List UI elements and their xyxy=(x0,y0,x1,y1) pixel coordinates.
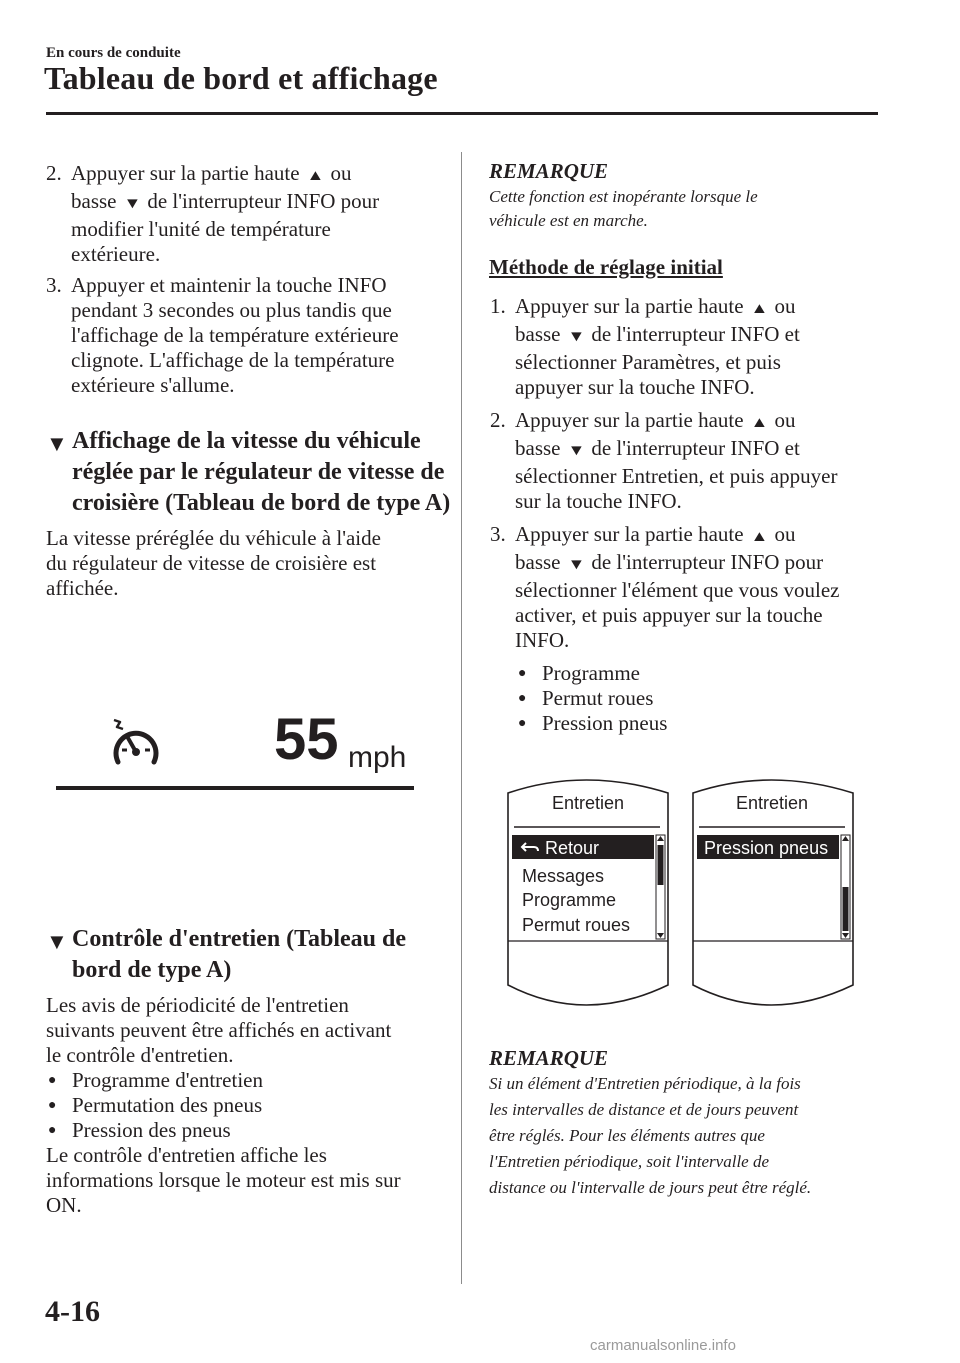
menu-item: Permut roues xyxy=(522,915,631,935)
paragraph-line: Les avis de périodicité de l'entretien xyxy=(46,993,349,1017)
step-text: sur la touche INFO. xyxy=(515,489,682,513)
step-text: de l'interrupteur INFO et xyxy=(591,436,800,460)
menu-item: Programme xyxy=(522,890,617,910)
step-number: 3. xyxy=(46,273,62,297)
note-title: REMARQUE xyxy=(489,159,609,183)
heading-text: réglée par le régulateur de vitesse de xyxy=(72,459,445,485)
step-number: 2. xyxy=(46,161,62,185)
header-rule xyxy=(46,112,878,115)
screen-right xyxy=(693,780,853,1005)
step-text: ou xyxy=(774,408,796,432)
maintenance-screens-illustration xyxy=(500,763,870,1025)
page-number: 4-16 xyxy=(45,1295,100,1328)
list-item xyxy=(518,661,818,686)
speed-paragraph xyxy=(46,526,456,601)
list-item-text: Programme xyxy=(542,661,640,685)
note-text: être réglés. Pour les éléments autres que xyxy=(489,1126,765,1145)
list-item-text: Pression des pneus xyxy=(72,1118,231,1142)
cruise-speed-display xyxy=(56,707,416,794)
menu-item-selected: Retour xyxy=(545,838,600,858)
heading-text: croisière (Tableau de bord de type A) xyxy=(72,490,451,516)
step-text: appuyer sur la touche INFO. xyxy=(515,375,755,399)
triangle-up-icon: ▲ xyxy=(750,301,768,317)
paragraph-line: Le contrôle d'entretien affiche les xyxy=(46,1143,327,1167)
note-text: Cette fonction est inopérante lorsque le xyxy=(489,187,758,206)
step-text: Appuyer et maintenir la touche INFO xyxy=(71,273,387,297)
step-text: basse xyxy=(515,322,561,346)
triangle-up-icon: ▲ xyxy=(750,529,768,545)
triangle-down-icon: ▼ xyxy=(567,329,585,345)
step-text: de l'interrupteur INFO et xyxy=(591,322,800,346)
section-label: En cours de conduite xyxy=(46,45,181,61)
step-number: 2. xyxy=(490,408,506,432)
watermark: carmanualsonline.info xyxy=(590,1337,736,1354)
triangle-up-icon: ▲ xyxy=(750,415,768,431)
step-text: l'affichage de la température extérieure xyxy=(71,323,399,347)
step-text: basse xyxy=(515,436,561,460)
list-item xyxy=(518,686,818,711)
note-1 xyxy=(489,159,889,233)
step-text: ou xyxy=(774,294,796,318)
step-text: Appuyer sur la partie haute xyxy=(515,294,744,318)
paragraph-line: La vitesse préréglée du véhicule à l'aide xyxy=(46,526,381,550)
list-item xyxy=(48,1118,428,1143)
bullet-icon: ● xyxy=(518,666,527,681)
step-text: modifier l'unité de température xyxy=(71,217,331,241)
step-text: sélectionner Entretien, et puis appuyer xyxy=(515,464,838,488)
method-step-3 xyxy=(490,522,890,652)
step-text: INFO. xyxy=(515,628,570,652)
method-step-2 xyxy=(490,408,890,513)
paragraph-line: affichée. xyxy=(46,576,119,600)
step-text: clignote. L'affichage de la température xyxy=(71,348,395,372)
note-text: Si un élément d'Entretien périodique, à la fois xyxy=(489,1074,801,1093)
heading-text: Affichage de la vitesse du véhicule xyxy=(72,428,421,454)
maintenance-paragraph xyxy=(46,993,456,1068)
paragraph-line: ON. xyxy=(46,1193,82,1217)
step-text: Appuyer sur la partie haute xyxy=(515,522,744,546)
step-text: pendant 3 secondes ou plus tandis que xyxy=(71,298,392,322)
step-number: 1. xyxy=(490,294,506,318)
step-text: ou xyxy=(774,522,796,546)
bullet-icon: ● xyxy=(518,691,527,706)
paragraph-line: du régulateur de vitesse de croisière est xyxy=(46,551,377,575)
note-2 xyxy=(489,1046,909,1201)
step-text: ou xyxy=(330,161,352,185)
bullet-icon: ● xyxy=(48,1098,57,1113)
note-title: REMARQUE xyxy=(489,1046,609,1070)
note-text: distance ou l'intervalle de jours peut être réglé. xyxy=(489,1178,812,1197)
paragraph-line: le contrôle d'entretien. xyxy=(46,1043,234,1067)
speed-value: 55 xyxy=(274,707,339,772)
screen-left-title: Entretien xyxy=(551,793,625,813)
list-item-text: Pression pneus xyxy=(542,711,668,735)
step-text: activer, et puis appuyer sur la touche xyxy=(515,603,823,627)
maintenance-after-paragraph xyxy=(46,1143,456,1218)
list-item-text: Programme d'entretien xyxy=(72,1068,263,1092)
column-divider xyxy=(461,152,462,1284)
step-text: de l'interrupteur INFO pour xyxy=(591,550,824,574)
step-text: extérieure. xyxy=(71,242,161,266)
menu-item-selected: Pression pneus xyxy=(704,838,829,858)
step-number: 3. xyxy=(490,522,506,546)
list-item-text: Permutation des pneus xyxy=(72,1093,263,1117)
note-text: l'Entretien périodique, soit l'intervalle de xyxy=(489,1152,770,1171)
step-text: basse xyxy=(515,550,561,574)
triangle-down-icon: ▼ xyxy=(567,443,585,459)
step-3 xyxy=(46,273,446,398)
paragraph-line: informations lorsque le moteur est mis sur xyxy=(46,1168,401,1192)
heading-text: Contrôle d'entretien (Tableau de xyxy=(72,926,406,952)
step-text: Appuyer sur la partie haute xyxy=(71,161,300,185)
method-heading: Méthode de réglage initial xyxy=(489,255,723,279)
cruise-control-icon xyxy=(108,718,164,774)
paragraph-line: suivants peuvent être affichés en activant xyxy=(46,1018,392,1042)
screen-right-title: Entretien xyxy=(735,793,809,813)
step-2 xyxy=(46,161,446,266)
step-text: basse xyxy=(71,189,117,213)
note-text: les intervalles de distance et de jours peuvent xyxy=(489,1100,799,1119)
list-item-text: Permut roues xyxy=(542,686,654,710)
note-text: véhicule est en marche. xyxy=(489,211,648,230)
list-item xyxy=(48,1093,428,1118)
section-triangle-icon: ▼ xyxy=(46,431,68,456)
menu-item: Messages xyxy=(522,866,605,886)
speed-unit: mph xyxy=(348,741,407,774)
bullet-icon: ● xyxy=(48,1073,57,1088)
display-underline xyxy=(56,786,414,790)
chapter-title: Tableau de bord et affichage xyxy=(44,60,438,96)
bullet-icon: ● xyxy=(48,1123,57,1138)
list-item xyxy=(518,711,818,736)
step-text: extérieure s'allume. xyxy=(71,373,235,397)
section-heading-maintenance xyxy=(46,924,456,986)
step-text: sélectionner l'élément que vous voulez xyxy=(515,578,840,602)
step-text: Appuyer sur la partie haute xyxy=(515,408,744,432)
section-triangle-icon: ▼ xyxy=(46,929,68,954)
bullet-icon: ● xyxy=(518,716,527,731)
list-item xyxy=(48,1068,428,1093)
method-step-1 xyxy=(490,294,890,399)
screen-left xyxy=(508,780,668,1005)
step-text: sélectionner Paramètres, et puis xyxy=(515,350,781,374)
step-text: de l'interrupteur INFO pour xyxy=(147,189,380,213)
heading-text: bord de type A) xyxy=(72,957,232,983)
triangle-up-icon: ▲ xyxy=(306,168,324,184)
triangle-down-icon: ▼ xyxy=(123,196,141,212)
section-heading-speed xyxy=(46,426,456,519)
triangle-down-icon: ▼ xyxy=(567,557,585,573)
